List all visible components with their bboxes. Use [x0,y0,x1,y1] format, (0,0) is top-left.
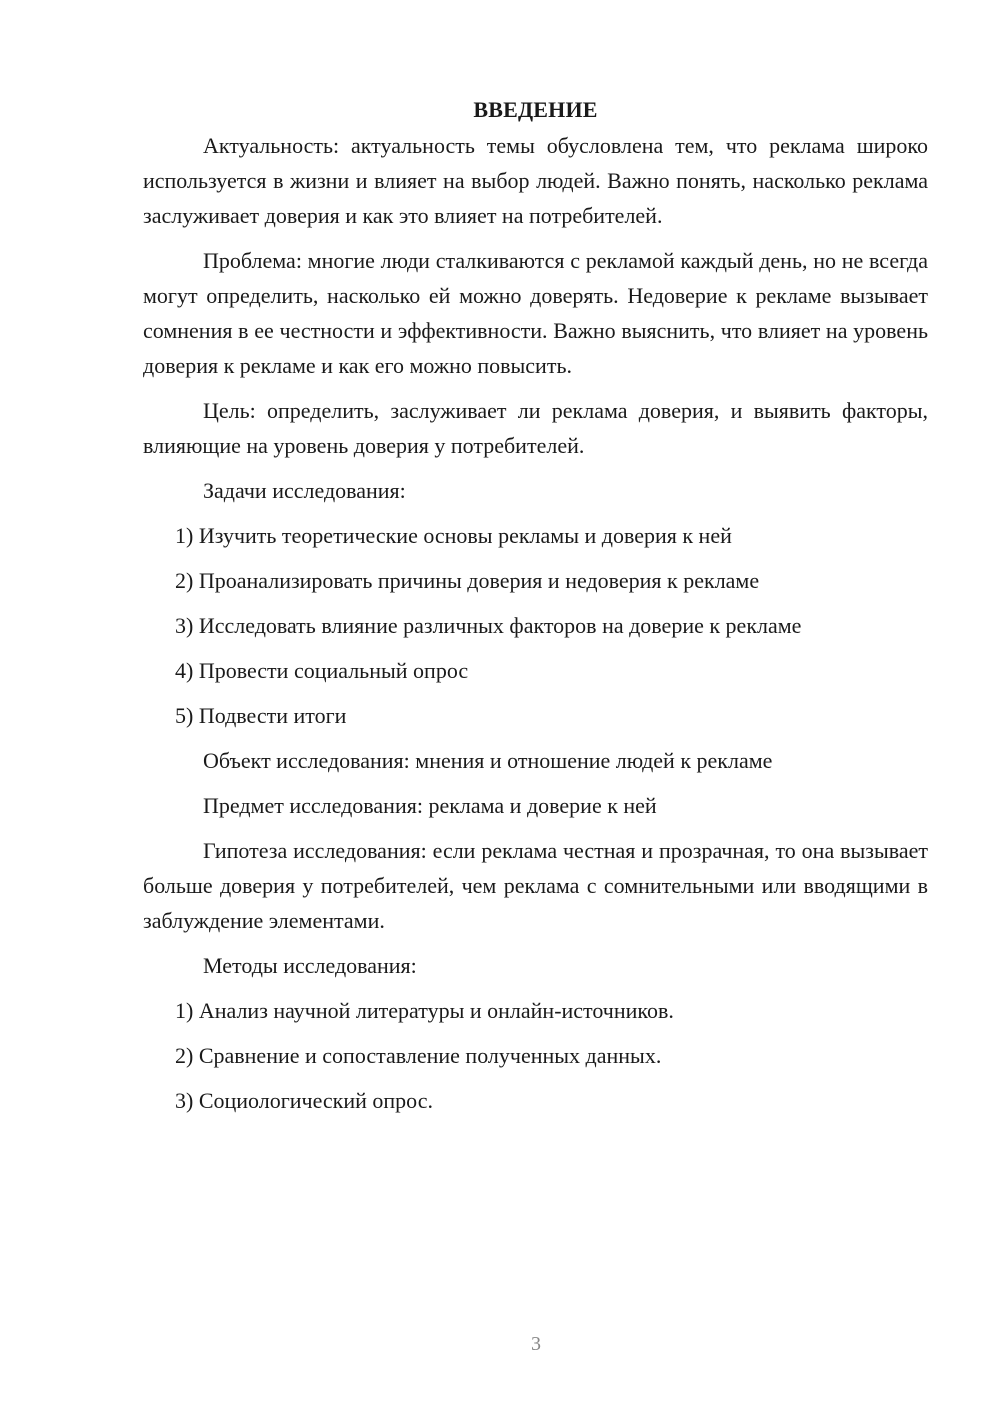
tasks-heading: Задачи исследования: [203,478,406,503]
task-item: 1) Изучить теоретические основы рекламы и доверия к ней [175,523,732,548]
hypothesis-paragraph: Гипотеза исследования: если реклама честная и прозрачная, то она вызывает больше доверия у потребителей, чем реклама с сомнительными или вводящими в заблуждение элементами. [143,838,928,933]
spacer [143,233,928,243]
document-page [143,92,928,1118]
spacer [143,643,928,653]
spacer [143,778,928,788]
spacer [143,1028,928,1038]
page-number: 3 [531,1333,541,1355]
task-item: 3) Исследовать влияние различных факторов на доверие к рекламе [175,613,802,638]
task-item: 5) Подвести итоги [175,703,347,728]
section-title: ВВЕДЕНИЕ [473,97,598,122]
method-item: 3) Социологический опрос. [175,1088,433,1113]
spacer [143,983,928,993]
problem-paragraph: Проблема: многие люди сталкиваются с рекламой каждый день, но не всегда могут определить, насколько ей можно доверять. Недоверие к рекламе вызывает сомнения в ее честности и эффективности. Важно выяснить, что влияет на уровень доверия к рекламе и как его можно повысить. [143,248,928,378]
method-item: 2) Сравнение и сопоставление полученных данных. [175,1043,662,1068]
spacer [143,823,928,833]
goal-paragraph: Цель: определить, заслуживает ли реклама доверия, и выявить факторы, влияющие на уровень доверия у потребителей. [143,398,928,458]
task-item: 2) Проанализировать причины доверия и недоверия к рекламе [175,568,760,593]
methods-heading: Методы исследования: [203,953,417,978]
spacer [143,1073,928,1083]
spacer [143,938,928,948]
method-item: 1) Анализ научной литературы и онлайн-источников. [175,998,674,1023]
spacer [143,733,928,743]
object-line: Объект исследования: мнения и отношение людей к рекламе [203,748,773,773]
spacer [143,553,928,563]
spacer [143,688,928,698]
spacer [143,598,928,608]
subject-line: Предмет исследования: реклама и доверие к ней [203,793,657,818]
spacer [143,383,928,393]
relevance-paragraph: Актуальность: актуальность темы обусловлена тем, что реклама широко используется в жизни и влияет на выбор людей. Важно понять, насколько реклама заслуживает доверия и как это влияет на потребителей. [143,133,928,228]
spacer [143,508,928,518]
spacer [143,463,928,473]
task-item: 4) Провести социальный опрос [175,658,469,683]
